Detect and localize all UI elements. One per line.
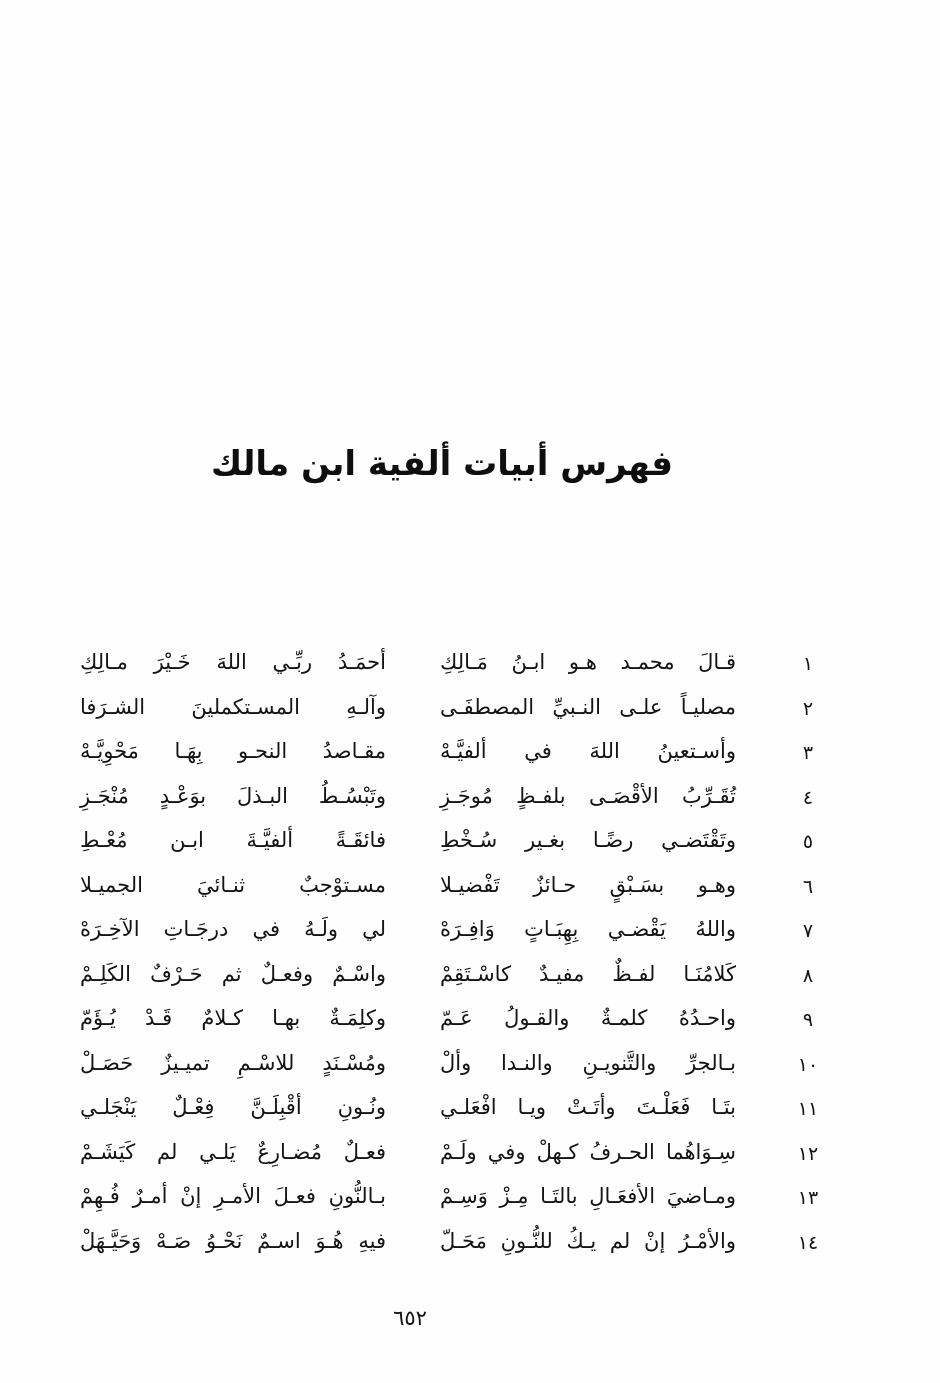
verse-row bbox=[0, 685, 940, 730]
verse-number: ٩ bbox=[802, 1009, 814, 1031]
verse-number: ١٠ bbox=[797, 1053, 819, 1076]
first-hemistich: والأمْـرُ إنْ لم يـكُ للنُّـونِ مَحَـلّ bbox=[440, 1228, 736, 1253]
first-hemistich: سِـوَاهُما الحـرفُ كـهلْ وفي ولَـمْ bbox=[440, 1139, 736, 1164]
first-hemistich: وهـو بسَـبْقٍ حـائزٌ تَفْضيـلا bbox=[440, 872, 736, 897]
verse-row bbox=[0, 640, 940, 685]
first-hemistich: كَلامُنَـا لفـظٌ مفيـدٌ كاسْـتَقِمْ bbox=[440, 961, 736, 986]
first-hemistich: واحـدُهُ كلمـةٌ والقـولُ عَـمّ bbox=[440, 1006, 736, 1030]
second-hemistich: لي ولَـهُ في درجَـاتِ الآخِـرَهْ bbox=[80, 917, 386, 941]
second-hemistich: واسْـمٌ وفعـلٌ ثم حَـرْفٌ الكَلِـمْ bbox=[80, 961, 386, 986]
second-hemistich: مسـتوْجبٌ ثنـائيَ الجميـلا bbox=[80, 872, 386, 897]
verse-number: ٤ bbox=[802, 786, 814, 809]
verse-row bbox=[0, 996, 940, 1041]
verse-index-list bbox=[0, 640, 940, 1263]
second-hemistich: أحمَـدُ ربِّـي اللهَ خَـيْرَ مـالِكِ bbox=[80, 650, 386, 674]
verse-row bbox=[0, 818, 940, 863]
verse-number: ١٤ bbox=[797, 1231, 819, 1254]
second-hemistich: وكلِمَـةٌ بهـا كـلامٌ قَـدْ يُـؤَمّ bbox=[80, 1006, 386, 1030]
verse-number: ٨ bbox=[802, 964, 814, 987]
verse-number: ٦ bbox=[802, 875, 814, 898]
first-hemistich: وأسـتعينُ اللهَ في ألفيَّـهْ bbox=[440, 739, 736, 763]
first-hemistich: مصليـاً علـى النـبيِّ المصطفَـى bbox=[440, 694, 736, 719]
verse-number: ٥ bbox=[802, 831, 814, 853]
verse-row bbox=[0, 774, 940, 819]
first-hemistich: بـالجرِّ والتَّنويـنِ والنـدا وألْ bbox=[440, 1050, 736, 1075]
verse-number: ٧ bbox=[802, 920, 814, 942]
second-hemistich: ونُـونِ أقْبِلَـنَّ فِعْـلٌ يَنْجَلـي bbox=[80, 1095, 386, 1119]
verse-number: ١ bbox=[802, 653, 814, 675]
verse-row bbox=[0, 1041, 940, 1086]
verse-number: ٢ bbox=[802, 697, 814, 720]
second-hemistich: بـالنُّونِ فعـلَ الأمـرِ إنْ أمـرٌ فُـهِمْ bbox=[80, 1184, 386, 1208]
verse-number: ٣ bbox=[802, 742, 814, 764]
verse-row bbox=[0, 729, 940, 774]
first-hemistich: تُقَـرِّبُ الأقْصَـى بلفـظٍ مُوجَـزِ bbox=[440, 783, 736, 808]
second-hemistich: ومُسْـنَدٍ للاسْـمِ تميـيزٌ حَصَـلْ bbox=[80, 1050, 386, 1075]
second-hemistich: فعـلٌ مُضـارِعٌ يَلـي لم كَيَشَـمْ bbox=[80, 1139, 386, 1164]
first-hemistich: واللهُ يَقْضـي بِهِبَـاتٍ وَافِـرَهْ bbox=[440, 917, 736, 941]
verse-row bbox=[0, 863, 940, 908]
verse-row bbox=[0, 952, 940, 997]
second-hemistich: فيهِ هُـوَ اسـمٌ نَحْـوُ صَـهْ وَحَيَّـهَلْ bbox=[80, 1228, 386, 1253]
verse-row bbox=[0, 1130, 940, 1175]
first-hemistich: بتَـا فَعَلْـتَ وأتَـتْ ويـا افْعَلـي bbox=[440, 1095, 736, 1119]
page-number: ٦٥٢ bbox=[393, 1306, 427, 1330]
second-hemistich: وآلـهِ المسـتكملينَ الشـرَفا bbox=[80, 694, 386, 719]
page-title: فهرس أبيات ألفية ابن مالك bbox=[210, 444, 673, 484]
first-hemistich: وتَقْتَضـي رضًـا بغـير سُـخْطِ bbox=[440, 828, 736, 852]
verse-row bbox=[0, 1085, 940, 1130]
second-hemistich: فائقَـةً ألفيَّـةَ ابـن مُعْـطِ bbox=[80, 828, 386, 852]
first-hemistich: ومـاضيَ الأفعَـالِ بالتَـا مِـزْ وَسِـمْ bbox=[440, 1184, 736, 1208]
verse-number: ١١ bbox=[797, 1098, 819, 1120]
second-hemistich: وتَبْسُـطُ البـذلَ بوَعْـدٍ مُنْجَـزِ bbox=[80, 783, 386, 808]
first-hemistich: قـالَ محمـد هـو ابـنُ مَـالِكِ bbox=[440, 650, 736, 674]
second-hemistich: مقـاصدُ النحـو بِهَـا مَحْوِيَّـهْ bbox=[80, 739, 386, 763]
verse-row bbox=[0, 1174, 940, 1219]
verse-row bbox=[0, 907, 940, 952]
verse-number: ١٢ bbox=[797, 1142, 819, 1165]
verse-number: ١٣ bbox=[797, 1187, 819, 1209]
verse-row bbox=[0, 1219, 940, 1264]
